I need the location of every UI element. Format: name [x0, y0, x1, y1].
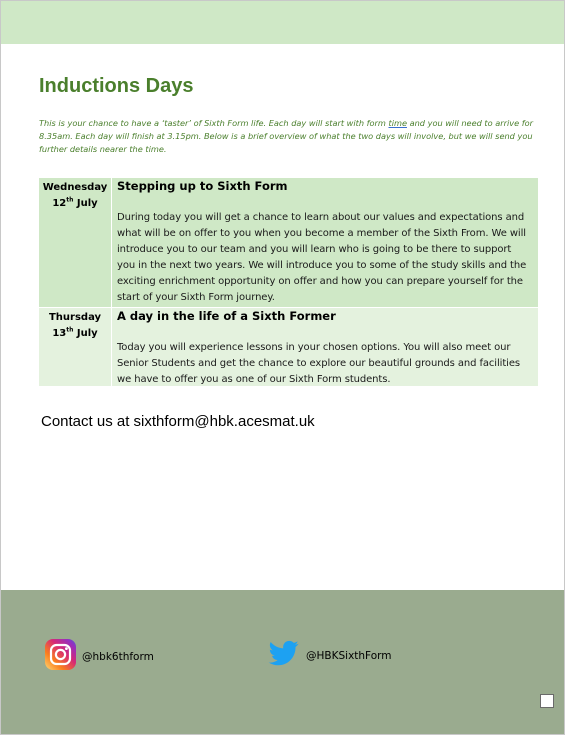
- date-number: 13: [52, 328, 67, 339]
- description-cell: [112, 308, 538, 386]
- schedule-row-wednesday: [39, 178, 538, 307]
- intro-text-end: and you will need to arrive for 8.35am. Each day will finish at 3.15pm. Below is a brief overview of what the two days will involve, but we will send you further details nearer the time.: [39, 118, 534, 154]
- date-suffix: th: [66, 326, 74, 334]
- day-cell: [39, 178, 112, 307]
- instagram-link[interactable]: [44, 638, 154, 676]
- intro-text-start: This is your chance to have a ‘taster’ of Sixth Form life. Each day will start with form: [39, 118, 389, 128]
- twitter-handle: @HBKSixthForm: [306, 649, 392, 662]
- footer-band: [1, 590, 564, 734]
- contact-line: Contact us at sixthform@hbk.acesmat.uk: [41, 413, 315, 430]
- schedule-row-thursday: [39, 307, 538, 386]
- date-suffix: th: [66, 196, 74, 204]
- day-heading: Stepping up to Sixth Form: [117, 179, 288, 193]
- description-cell: [112, 178, 538, 307]
- instagram-handle: @hbk6thform: [82, 651, 154, 663]
- header-band: [1, 1, 564, 44]
- weekday-label: Wednesday: [42, 182, 108, 193]
- corner-checkbox[interactable]: [540, 694, 554, 708]
- date-label: [39, 196, 111, 212]
- weekday-label: Thursday: [48, 312, 102, 323]
- day-description: Today you will experience lessons in your chosen options. You will also meet our Senior Students and get the chance to explore our beautiful grounds and facilities we have to offer you as one of our Sixth Form students.: [117, 342, 521, 385]
- twitter-link[interactable]: [267, 638, 392, 673]
- intro-paragraph: [39, 117, 534, 156]
- day-heading: A day in the life of a Sixth Former: [117, 309, 336, 323]
- page-title: Inductions Days: [39, 75, 194, 97]
- date-label: [39, 326, 111, 342]
- date-month: July: [76, 328, 98, 339]
- day-description: During today you will get a chance to learn about our values and expectations and what will be on offer to you when you become a member of the Sixth From. We will introduce you to our team and you will learn who is going to be there to support you in the next two years. We will introduce you to some of the study skills and the exciting enrichment opportunity on offer and how you can prepare yourself for the start of your Sixth Form journey.: [117, 212, 527, 303]
- schedule-table: [39, 178, 538, 386]
- twitter-icon: [267, 638, 301, 673]
- date-number: 12: [52, 198, 67, 209]
- instagram-icon: [44, 638, 77, 676]
- day-cell: [39, 308, 112, 386]
- date-month: July: [76, 198, 98, 209]
- intro-underlined-word: time: [388, 118, 407, 128]
